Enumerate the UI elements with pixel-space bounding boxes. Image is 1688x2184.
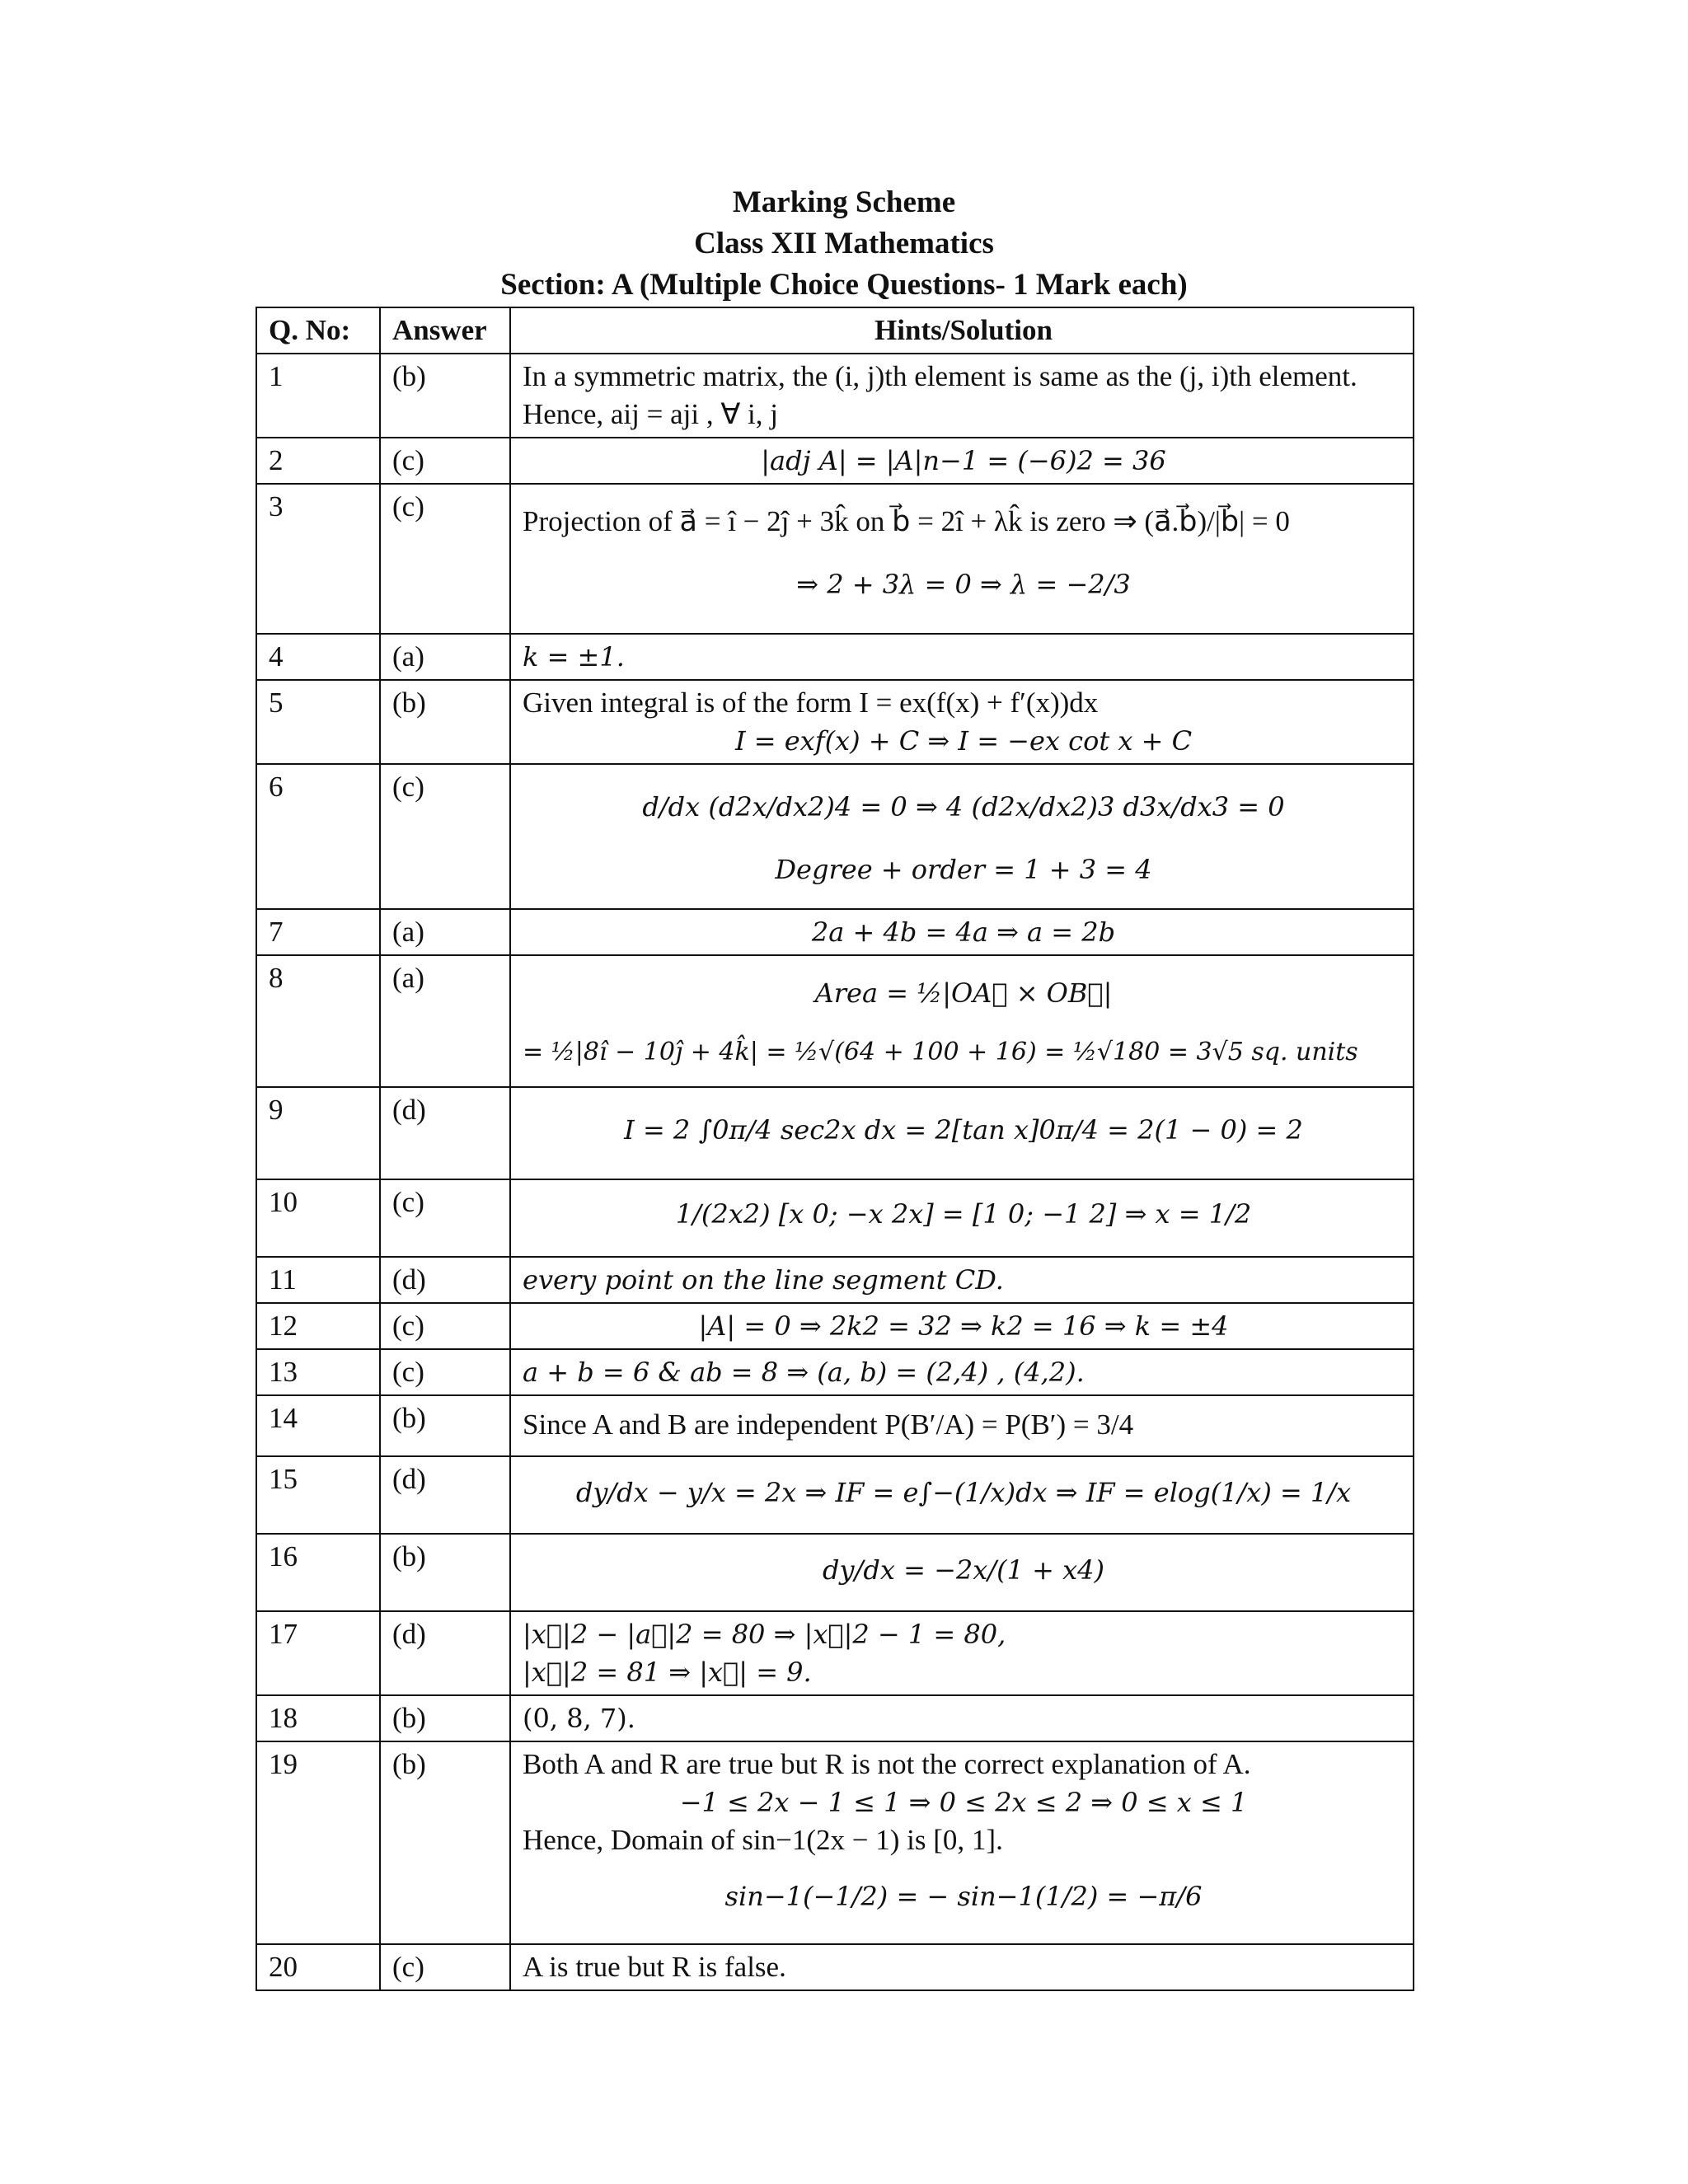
- answer-option: (d): [380, 1611, 510, 1695]
- solution-cell: [510, 1087, 1414, 1179]
- table-row: [256, 680, 1414, 764]
- solution-line: |x⃗|2 = 81 ⇒ |x⃗| = 9.: [523, 1657, 812, 1688]
- solution-cell: [510, 909, 1414, 955]
- solution-cell: [510, 1741, 1414, 1944]
- table-row: [256, 1534, 1414, 1611]
- table-row: [256, 909, 1414, 955]
- question-number: 9: [256, 1087, 380, 1179]
- solution-line: a + b = 6 & ab = 8 ⇒ (a, b) = (2,4) , (4,2).: [523, 1357, 1085, 1388]
- solution-cell: [510, 1179, 1414, 1257]
- solution-cell: [510, 680, 1414, 764]
- section-heading: Section: A (Multiple Choice Questions- 1 Mark each): [500, 268, 1188, 302]
- question-number: 3: [256, 484, 380, 634]
- solution-line: −1 ≤ 2x − 1 ≤ 1 ⇒ 0 ≤ 2x ≤ 2 ⇒ 0 ≤ x ≤ 1: [679, 1787, 1248, 1818]
- solution-line: I = exf(x) + C ⇒ I = −ex cot x + C: [734, 725, 1193, 757]
- question-number: 2: [256, 438, 380, 484]
- question-number: 7: [256, 909, 380, 955]
- solution-cell: [510, 1349, 1414, 1395]
- solution-line: A is true but R is false.: [523, 1951, 786, 1983]
- question-number: 18: [256, 1695, 380, 1741]
- table-row: [256, 1741, 1414, 1944]
- question-number: 20: [256, 1944, 380, 1990]
- solution-cell: [510, 354, 1414, 438]
- solution-line: |A| = 0 ⇒ 2k2 = 32 ⇒ k2 = 16 ⇒ k = ±4: [698, 1310, 1229, 1342]
- question-number: 11: [256, 1257, 380, 1303]
- solution-line: ⇒ 2 + 3λ = 0 ⇒ λ = −2/3: [796, 569, 1131, 600]
- solution-cell: [510, 1534, 1414, 1611]
- answer-option: (d): [380, 1087, 510, 1179]
- question-number: 13: [256, 1349, 380, 1395]
- solution-cell: [510, 955, 1414, 1087]
- question-number: 12: [256, 1303, 380, 1349]
- answer-option: (b): [380, 1741, 510, 1944]
- answer-option: (c): [380, 1179, 510, 1257]
- answer-option: (c): [380, 1944, 510, 1990]
- question-number: 17: [256, 1611, 380, 1695]
- table-row: [256, 764, 1414, 909]
- answer-option: (a): [380, 909, 510, 955]
- table-row: [256, 634, 1414, 680]
- column-header-hints: Hints/Solution: [510, 307, 1414, 354]
- answer-option: (a): [380, 955, 510, 1087]
- column-header-answer: Answer: [380, 307, 510, 354]
- table-row: [256, 354, 1414, 438]
- table-header-row: [256, 307, 1414, 354]
- marking-scheme-table: [256, 307, 1414, 1991]
- solution-cell: [510, 1611, 1414, 1695]
- table-row: [256, 1349, 1414, 1395]
- solution-line: In a symmetric matrix, the (i, j)th element is same as the (j, i)th element.: [523, 360, 1357, 392]
- solution-cell: [510, 1456, 1414, 1534]
- solution-line: 1/(2x2) [x 0; −x 2x] = [1 0; −1 2] ⇒ x = 1/2: [675, 1198, 1252, 1230]
- solution-cell: [510, 634, 1414, 680]
- table-row: [256, 1456, 1414, 1534]
- solution-line: k = ±1.: [523, 641, 625, 673]
- page-subtitle: Class XII Mathematics: [694, 227, 994, 260]
- question-number: 4: [256, 634, 380, 680]
- solution-line: d/dx (d2x/dx2)4 = 0 ⇒ 4 (d2x/dx2)3 d3x/dx3 = 0: [642, 791, 1285, 823]
- answer-option: (a): [380, 634, 510, 680]
- question-number: 15: [256, 1456, 380, 1534]
- solution-line: Hence, Domain of sin−1(2x − 1) is [0, 1].: [523, 1824, 1003, 1856]
- solution-cell: [510, 1257, 1414, 1303]
- answer-option: (c): [380, 764, 510, 909]
- solution-line: I = 2 ∫0π/4 sec2x dx = 2[tan x]0π/4 = 2(1 − 0) = 2: [624, 1114, 1303, 1146]
- solution-line: Degree + order = 1 + 3 = 4: [775, 854, 1152, 885]
- answer-option: (b): [380, 354, 510, 438]
- solution-line: = ½|8î − 10ĵ + 4k̂| = ½√(64 + 100 + 16) = ½√180 = 3√5 sq. units: [523, 1038, 1358, 1066]
- table-row: [256, 955, 1414, 1087]
- solution-cell: [510, 1395, 1414, 1456]
- question-number: 5: [256, 680, 380, 764]
- page-title: Marking Scheme: [732, 185, 956, 219]
- answer-option: (c): [380, 438, 510, 484]
- solution-line: dy/dx = −2x/(1 + x4): [823, 1554, 1104, 1586]
- question-number: 19: [256, 1741, 380, 1944]
- answer-option: (d): [380, 1456, 510, 1534]
- solution-line: Since A and B are independent P(B′/A) = P(B′) = 3/4: [523, 1408, 1134, 1441]
- question-number: 10: [256, 1179, 380, 1257]
- solution-line: (0, 8, 7).: [523, 1703, 635, 1734]
- answer-option: (b): [380, 1395, 510, 1456]
- table-row: [256, 1395, 1414, 1456]
- solution-line: sin−1(−1/2) = − sin−1(1/2) = −π/6: [724, 1881, 1203, 1912]
- solution-line: |adj A| = |A|n−1 = (−6)2 = 36: [761, 445, 1166, 476]
- question-number: 1: [256, 354, 380, 438]
- answer-option: (b): [380, 680, 510, 764]
- solution-line: Area = ½|OA⃗ × OB⃗|: [814, 977, 1113, 1009]
- solution-cell: [510, 484, 1414, 634]
- answer-option: (d): [380, 1257, 510, 1303]
- solution-cell: [510, 438, 1414, 484]
- solution-line: 2a + 4b = 4a ⇒ a = 2b: [811, 916, 1116, 948]
- question-number: 6: [256, 764, 380, 909]
- table-row: [256, 1695, 1414, 1741]
- table-row: [256, 438, 1414, 484]
- column-header-qno: Q. No:: [256, 307, 380, 354]
- table-row: [256, 484, 1414, 634]
- solution-line: every point on the line segment CD.: [523, 1264, 1004, 1296]
- table-row: [256, 1087, 1414, 1179]
- answer-option: (c): [380, 1349, 510, 1395]
- table-row: [256, 1257, 1414, 1303]
- answer-option: (b): [380, 1695, 510, 1741]
- table-row: [256, 1611, 1414, 1695]
- solution-line: dy/dx − y/x = 2x ⇒ IF = e∫−(1/x)dx ⇒ IF = elog(1/x) = 1/x: [575, 1477, 1352, 1508]
- solution-line: Hence, aij = aji , ∀ i, j: [523, 398, 778, 430]
- solution-line: |x⃗|2 − |a⃗|2 = 80 ⇒ |x⃗|2 − 1 = 80,: [523, 1619, 1006, 1650]
- table-row: [256, 1944, 1414, 1990]
- question-number: 8: [256, 955, 380, 1087]
- answer-option: (b): [380, 1534, 510, 1611]
- question-number: 14: [256, 1395, 380, 1456]
- table-row: [256, 1179, 1414, 1257]
- answer-option: (c): [380, 1303, 510, 1349]
- solution-cell: [510, 1944, 1414, 1990]
- solution-cell: [510, 1695, 1414, 1741]
- question-number: 16: [256, 1534, 380, 1611]
- solution-line: Both A and R are true but R is not the correct explanation of A.: [523, 1748, 1251, 1780]
- solution-line: Given integral is of the form I = ex(f(x) + f′(x))dx: [523, 687, 1099, 719]
- table-row: [256, 1303, 1414, 1349]
- solution-cell: [510, 1303, 1414, 1349]
- answer-option: (c): [380, 484, 510, 634]
- solution-line: Projection of a⃗ = î − 2ĵ + 3k̂ on b⃗ = 2î + λk̂ is zero ⇒ (a⃗.b⃗)/|b⃗| = 0: [523, 505, 1290, 537]
- solution-cell: [510, 764, 1414, 909]
